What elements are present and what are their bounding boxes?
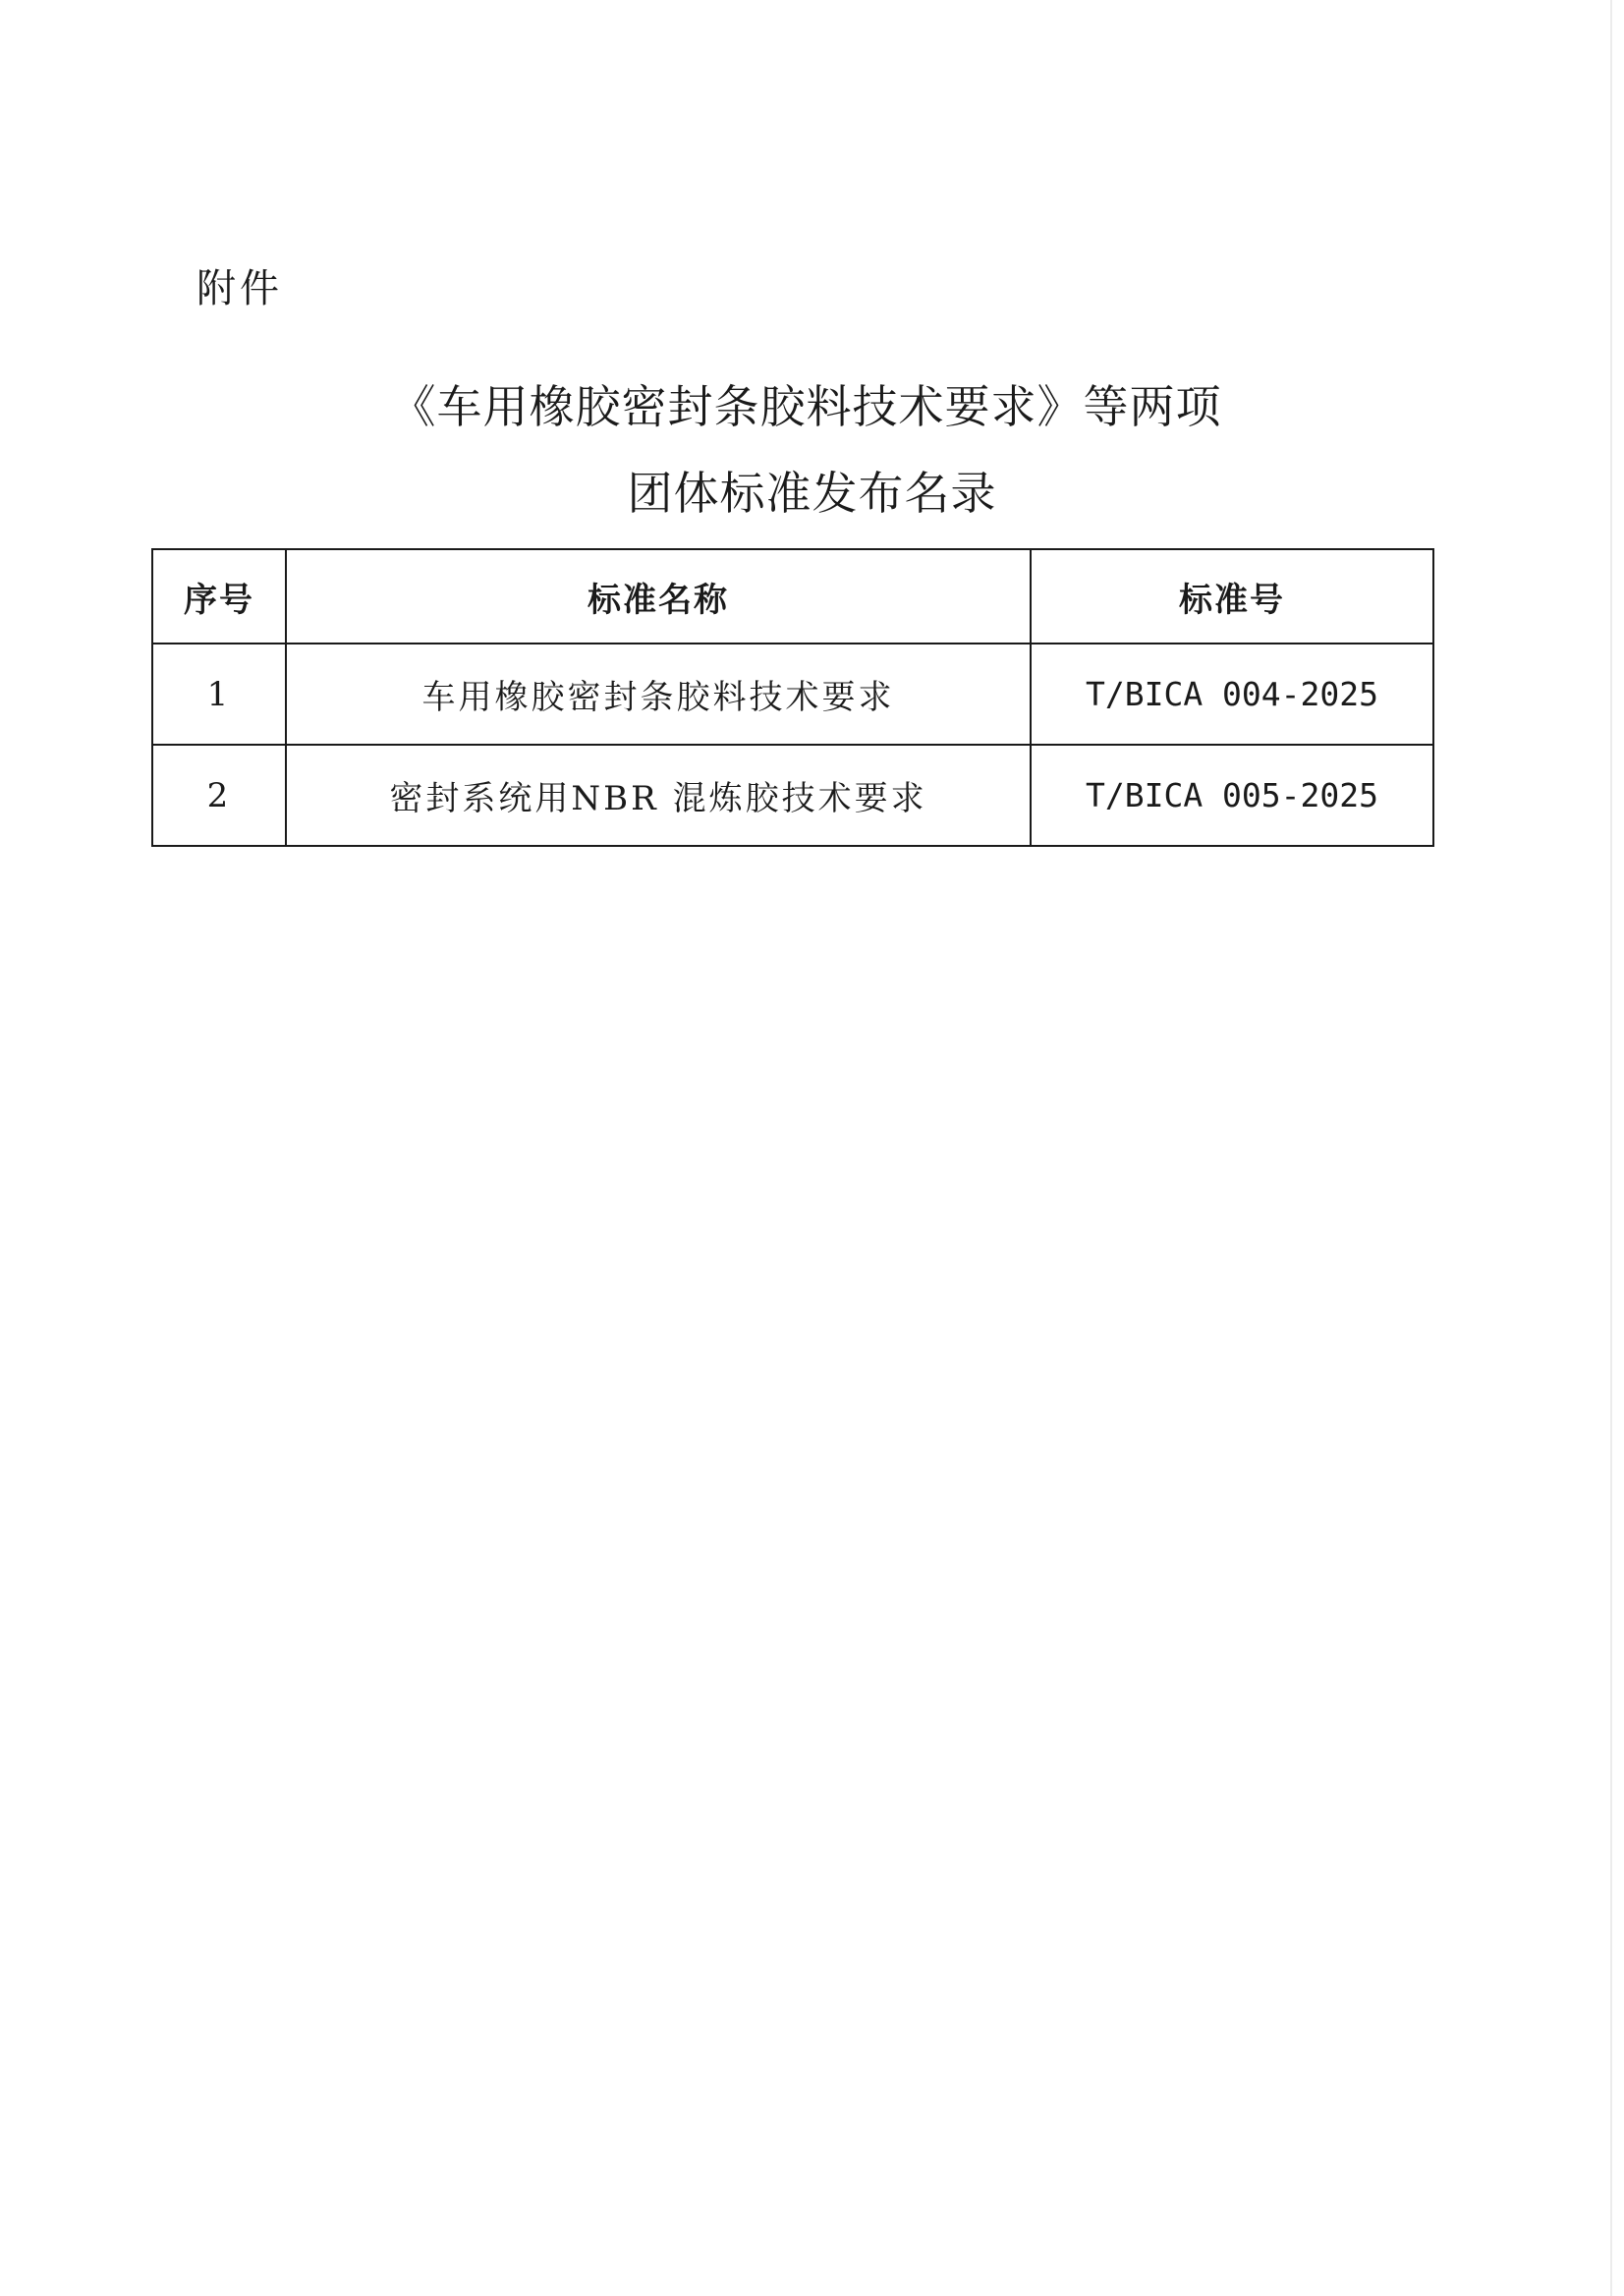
row-code: T/BICA 005-2025	[1031, 745, 1433, 846]
page-edge	[1610, 0, 1612, 2296]
table-header-row	[152, 549, 1433, 644]
table-row	[152, 644, 1433, 745]
document-title-line-2: 团体标准发布名录	[627, 467, 997, 520]
header-name: 标准名称	[286, 549, 1031, 644]
row-name: 车用橡胶密封条胶料技术要求	[286, 644, 1031, 745]
table-row	[152, 745, 1433, 846]
row-name: 密封系统用NBR 混炼胶技术要求	[286, 745, 1031, 846]
standards-table	[151, 548, 1434, 847]
document-title-line-1: 《车用橡胶密封条胶料技术要求》等两项	[390, 380, 1222, 433]
attachment-label: 附件	[196, 266, 283, 311]
row-seq: 1	[152, 644, 286, 745]
row-code: T/BICA 004-2025	[1031, 644, 1433, 745]
header-seq: 序号	[152, 549, 286, 644]
row-seq: 2	[152, 745, 286, 846]
header-code: 标准号	[1031, 549, 1433, 644]
